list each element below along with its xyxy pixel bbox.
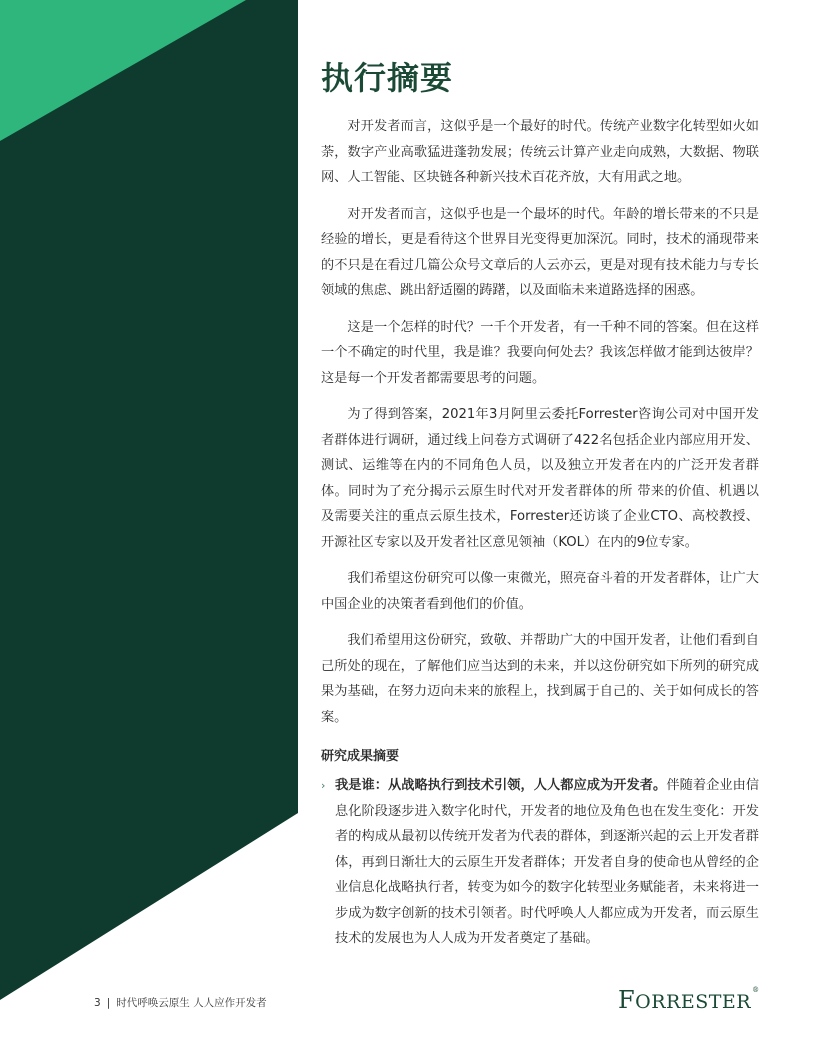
dark-green-panel — [0, 0, 298, 1000]
main-content — [321, 114, 759, 952]
report-title: 时代呼唤云原生 人人应作开发者 — [116, 997, 267, 1009]
findings-bullet — [321, 773, 759, 952]
section-heading: 研究成果摘要 — [321, 749, 400, 764]
paragraph-5: 我们希望这份研究可以像一束微光，照亮奋斗着的开发者群体，让广大中国企业的决策者看到他们的价值。 — [321, 571, 759, 612]
paragraph-6: 我们希望用这份研究，致敬、并帮助广大的中国开发者，让他们看到自己所处的现在，了解他们应当达到的未来，并以这份研究如下所列的研究成果为基础，在努力迈向未来的旅程上，找到属于自己的、关于如何成长的答案。 — [321, 633, 759, 725]
logo-initial: F — [618, 986, 636, 1014]
page-number: 3 — [94, 997, 101, 1009]
logo-rest: ORRESTER — [635, 991, 752, 1013]
decorative-side-graphic — [0, 0, 300, 1000]
paragraph-2: 对开发者而言，这似乎也是一个最坏的时代。年龄的增长带来的不只是经验的增长，更是看待这个世界目光变得更加深沉。同时，技术的涌现带来的不只是在看过几篇公众号文章后的人云亦云，更是对现有技术能力与专长领域的焦虑、跳出舒适圈的踌躇，以及面临未来道路选择的困惑。 — [321, 206, 759, 298]
bullet-lead: 我是谁：从战略执行到技术引领，人人都应成为开发者。 — [335, 778, 667, 793]
footer-caption — [94, 995, 267, 1010]
paragraph-1: 对开发者而言，这似乎是一个最好的时代。传统产业数字化转型如火如荼，数字产业高歌猛进蓬勃发展；传统云计算产业走向成熟，大数据、物联网、人工智能、区块链各种新兴技术百花齐放，大有用武之地。 — [321, 119, 759, 185]
footer-separator: | — [106, 997, 111, 1009]
paragraph-4: 为了得到答案，2021年3月阿里云委托Forrester咨询公司对中国开发者群体进行调研，通过线上问卷方式调研了422名包括企业内部应用开发、测试、运维等在内的不同角色人员，以及独立开发者在内的广泛开发者群体。同时为了充分揭示云原生时代对开发者群体的所 带来的价值、机遇以及需要关注的重点云原生技术，Forrester还访谈了企业CTO、高校教授、开源社区专家以及开发者社区意见领袖（KOL）在内的9位专家。 — [321, 407, 759, 550]
forrester-logo — [618, 986, 760, 1014]
bullet-text: 伴随着企业由信息化阶段逐步进入数字化时代，开发者的地位及角色也在发生变化：开发者的构成从最初以传统开发者为代表的群体，到逐渐兴起的云上开发者群体，再到日渐壮大的云原生开发者群体；开发者自身的使命也从曾经的企业信息化战略执行者，转变为如今的数字化转型业务赋能者，未来将进一步成为数字创新的技术引领者。时代呼唤人人都应成为开发者，而云原生技术的发展也为人人成为开发者奠定了基础。 — [335, 778, 760, 946]
registered-mark: ® — [752, 986, 760, 994]
chevron-right-icon: › — [321, 779, 326, 792]
page-title: 执行摘要 — [321, 59, 454, 97]
paragraph-3: 这是一个怎样的时代？一千个开发者，有一千种不同的答案。但在这样一个不确定的时代里，我是谁？我要向何处去？我该怎样做才能到达彼岸？这是每一个开发者都需要思考的问题。 — [321, 319, 759, 386]
